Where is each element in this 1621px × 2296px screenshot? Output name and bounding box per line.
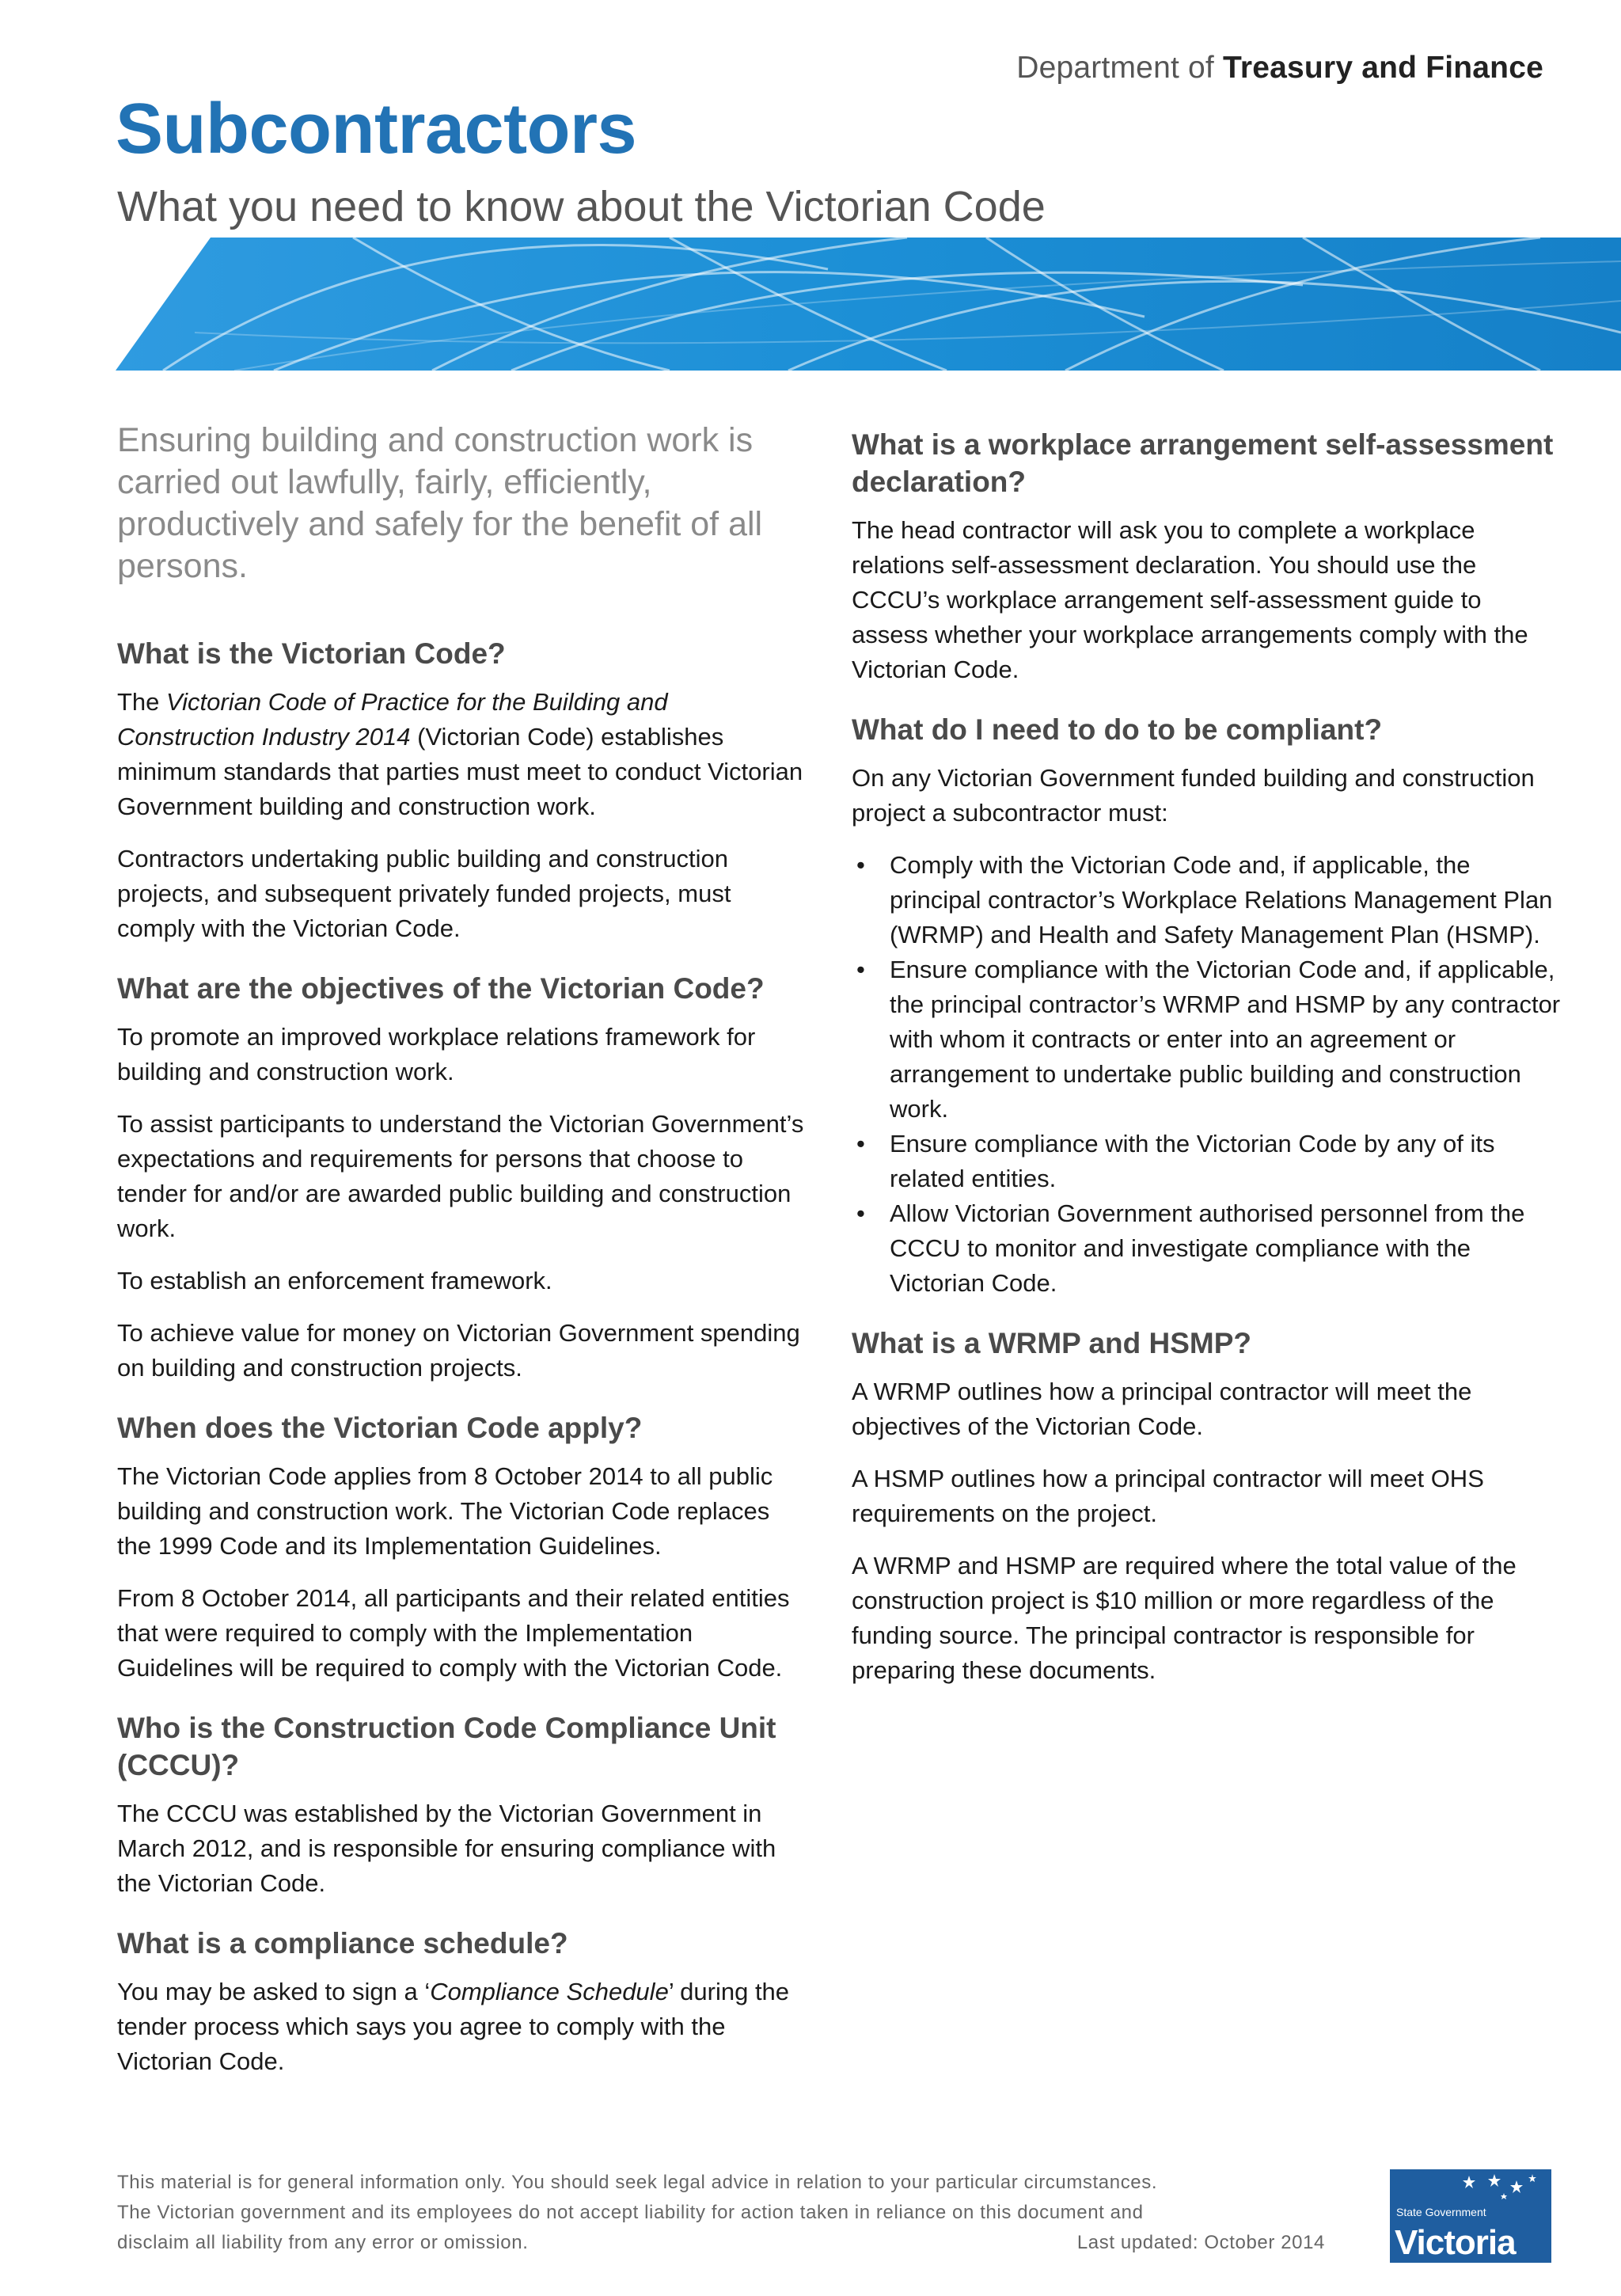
disclaimer-line: disclaim all liability from any error or omission.	[117, 2232, 529, 2253]
paragraph: A WRMP outlines how a principal contractor will meet the objectives of the Victorian Code.	[852, 1378, 1472, 1440]
header-banner	[116, 238, 1621, 371]
paragraph: To establish an enforcement framework.	[117, 1267, 552, 1294]
bullet-icon: •	[856, 851, 865, 879]
paragraph: To assist participants to understand the Victorian Government’s expectations and requirements for persons that choose to tender for and/or are awarded public building and construction work.	[117, 1110, 804, 1242]
banner-arcs-graphic	[116, 238, 1621, 371]
list-item: • Comply with the Victorian Code and, if applicable, the principal contractor’s Workplace Relations Management Plan (WRMP) and Health and Safety Management Plan (HSMP).	[852, 848, 1564, 952]
bullet-icon: •	[856, 1199, 865, 1227]
logo-big-text: Victoria	[1395, 2223, 1516, 2262]
southern-cross-icon	[1453, 2172, 1548, 2204]
list-item: • Allow Victorian Government authorised personnel from the CCCU to monitor and investigate compliance with the Victorian Code.	[852, 1196, 1564, 1301]
code-title-italic: Victorian Code of Practice for the Building and Construction Industry 2014	[117, 688, 668, 751]
heading-compliance-schedule: What is a compliance schedule?	[117, 1927, 568, 1960]
disclaimer-line: The Victorian government and its employees do not accept liability for action taken in reliance on this document and	[117, 2202, 1144, 2223]
paragraph: To achieve value for money on Victorian Government spending on building and construction projects.	[117, 1319, 800, 1382]
heading-what-is-victorian-code: What is the Victorian Code?	[117, 637, 506, 670]
paragraph: The Victorian Code of Practice for the Building and Construction Industry 2014 (Victorian Code) establishes minimum standards that parties must meet to conduct Victorian Government building and construction work.	[117, 688, 803, 820]
heading-when-code-applies: When does the Victorian Code apply?	[117, 1412, 643, 1444]
paragraph: On any Victorian Government funded building and construction project a subcontractor must:	[852, 764, 1535, 827]
intro-statement: Ensuring building and construction work is carried out lawfully, fairly, efficiently, productively and safely for the benefit of all persons.	[117, 421, 763, 585]
paragraph: Contractors undertaking public building and construction projects, and subsequent privately funded projects, must comply with the Victorian Code.	[117, 845, 731, 942]
bullet-icon: •	[856, 956, 865, 983]
heading-compliant: What do I need to do to be compliant?	[852, 713, 1383, 746]
page-subtitle: What you need to know about the Victorian Code	[117, 183, 1046, 230]
right-column	[852, 420, 1564, 1705]
paragraph: A WRMP and HSMP are required where the total value of the construction project is $10 million or more regardless of the funding source. The principal contractor is responsible for preparing these documents.	[852, 1552, 1517, 1684]
footer-disclaimer	[117, 2168, 1325, 2258]
paragraph: To promote an improved workplace relations framework for building and construction work.	[117, 1023, 756, 1085]
compliance-bullet-list	[852, 848, 1564, 1301]
paragraph: The CCCU was established by the Victorian Government in March 2012, and is responsible for ensuring compliance with the Victorian Code.	[117, 1800, 776, 1897]
list-item: • Ensure compliance with the Victorian Code by any of its related entities.	[852, 1127, 1564, 1196]
disclaimer-line: This material is for general information only. You should seek legal advice in relation to your particular circumstances.	[117, 2172, 1158, 2193]
heading-objectives: What are the objectives of the Victorian Code?	[117, 972, 765, 1005]
paragraph: A HSMP outlines how a principal contractor will meet OHS requirements on the project.	[852, 1465, 1484, 1527]
heading-wrmp-hsmp: What is a WRMP and HSMP?	[852, 1327, 1252, 1359]
bullet-icon: •	[856, 1130, 865, 1158]
paragraph: From 8 October 2014, all participants and their related entities that were required to comply with the Implementation Guidelines will be required to comply with the Victorian Code.	[117, 1584, 790, 1682]
paragraph: The Victorian Code applies from 8 October 2014 to all public building and construction work. The Victorian Code replaces the 1999 Code and its Implementation Guidelines.	[117, 1462, 773, 1560]
victoria-logo	[1390, 2169, 1551, 2263]
logo-small-text: State Government	[1396, 2206, 1486, 2218]
page-title: Subcontractors	[116, 89, 637, 169]
left-column	[117, 420, 807, 2096]
list-item: • Ensure compliance with the Victorian Code and, if applicable, the principal contractor’s WRMP and HSMP by any contractor with whom it contracts or enter into an agreement or arrangement to undertake public building and construction work.	[852, 952, 1564, 1127]
heading-self-assessment: What is a workplace arrangement self-assessment declaration?	[852, 428, 1554, 498]
heading-cccu: Who is the Construction Code Compliance Unit (CCCU)?	[117, 1712, 776, 1781]
paragraph: The head contractor will ask you to complete a workplace relations self-assessment declaration. You should use the CCCU’s workplace arrangement self-assessment guide to assess whether your workplace arrangements comply with the Victorian Code.	[852, 516, 1528, 683]
last-updated: Last updated: October 2014	[1076, 2232, 1325, 2253]
paragraph: You may be asked to sign a ‘Compliance Schedule’ during the tender process which says you agree to comply with the Victorian Code.	[117, 1978, 790, 2075]
department-name: Department of Treasury and Finance	[1016, 51, 1543, 85]
